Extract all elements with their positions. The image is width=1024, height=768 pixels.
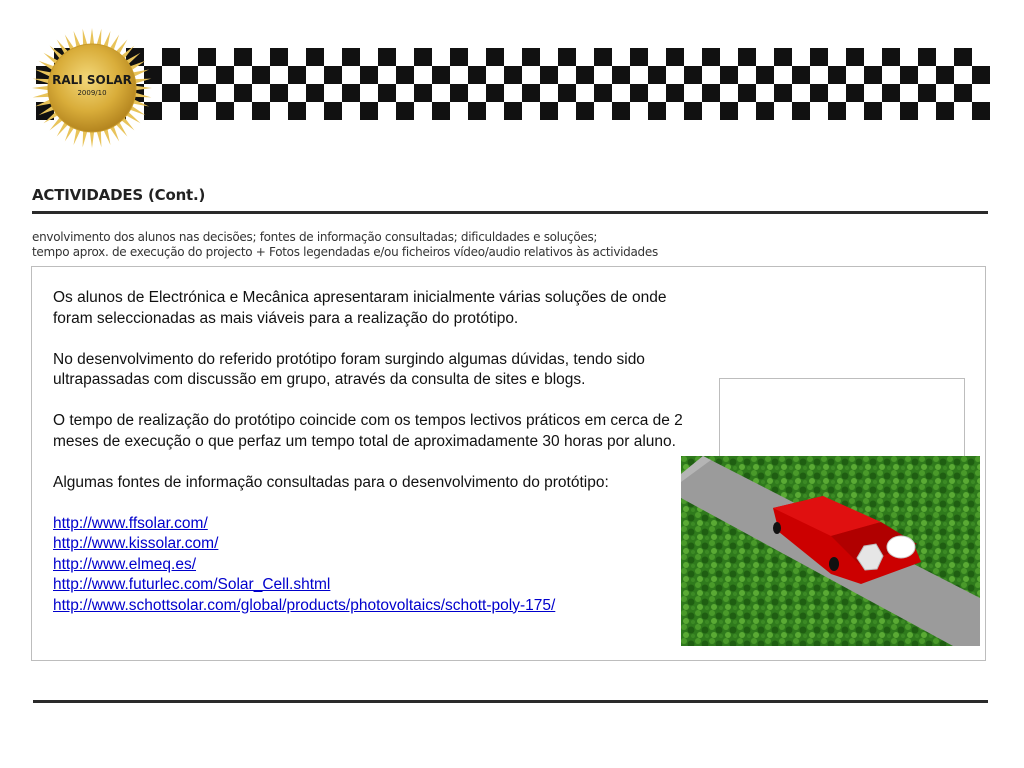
- solar-car-render-image: [681, 456, 980, 646]
- image-placeholder-frame: [719, 378, 965, 458]
- rali-solar-sun-logo: [30, 26, 154, 150]
- paragraph-development: No desenvolvimento do referido protótipo foram surgindo algumas dúvidas, tendo sido ultrapassadas com discussão em grupo, através da consulta de sites e blogs.: [53, 350, 645, 388]
- link-futurlec[interactable]: http://www.futurlec.com/Solar_Cell.shtml: [53, 576, 331, 593]
- subtitle-line-2: tempo aprox. de execução do projecto + Fotos legendadas e/ou ficheiros vídeo/audio relativos às actividades: [32, 245, 658, 259]
- link-kissolar[interactable]: http://www.kissolar.com/: [53, 535, 219, 552]
- source-links: [53, 514, 703, 617]
- link-elmeq[interactable]: http://www.elmeq.es/: [53, 555, 197, 573]
- paragraph-time: O tempo de realização do protótipo coincide com os tempos lectivos práticos em cerca de 2 meses de execução o que perfaz um tempo total de aproximadamente 30 horas por aluno.: [53, 412, 683, 450]
- link-ffsolar[interactable]: http://www.ffsolar.com/: [53, 514, 208, 532]
- section-subtitle: [32, 230, 658, 260]
- section-title: ACTIVIDADES (Cont.): [32, 186, 206, 204]
- link-schottsolar[interactable]: http://www.schottsolar.com/global/products/photovoltaics/schott-poly-175/: [53, 596, 556, 614]
- top-divider: [32, 211, 988, 214]
- bottom-divider: [33, 700, 988, 703]
- logo-title: RALI SOLAR: [52, 73, 132, 87]
- subtitle-line-1: envolvimento dos alunos nas decisões; fontes de informação consultadas; dificuldades e soluções;: [32, 230, 598, 244]
- checkered-flag-banner: [36, 48, 990, 120]
- logo-year: 2009/10: [77, 89, 107, 97]
- activity-text: [53, 288, 703, 616]
- paragraph-solutions: Os alunos de Electrónica e Mecânica apresentaram inicialmente várias soluções de onde foram seleccionadas as mais viáveis para a realização do protótipo.: [53, 289, 667, 327]
- paragraph-sources: Algumas fontes de informação consultadas para o desenvolvimento do protótipo:: [53, 473, 609, 491]
